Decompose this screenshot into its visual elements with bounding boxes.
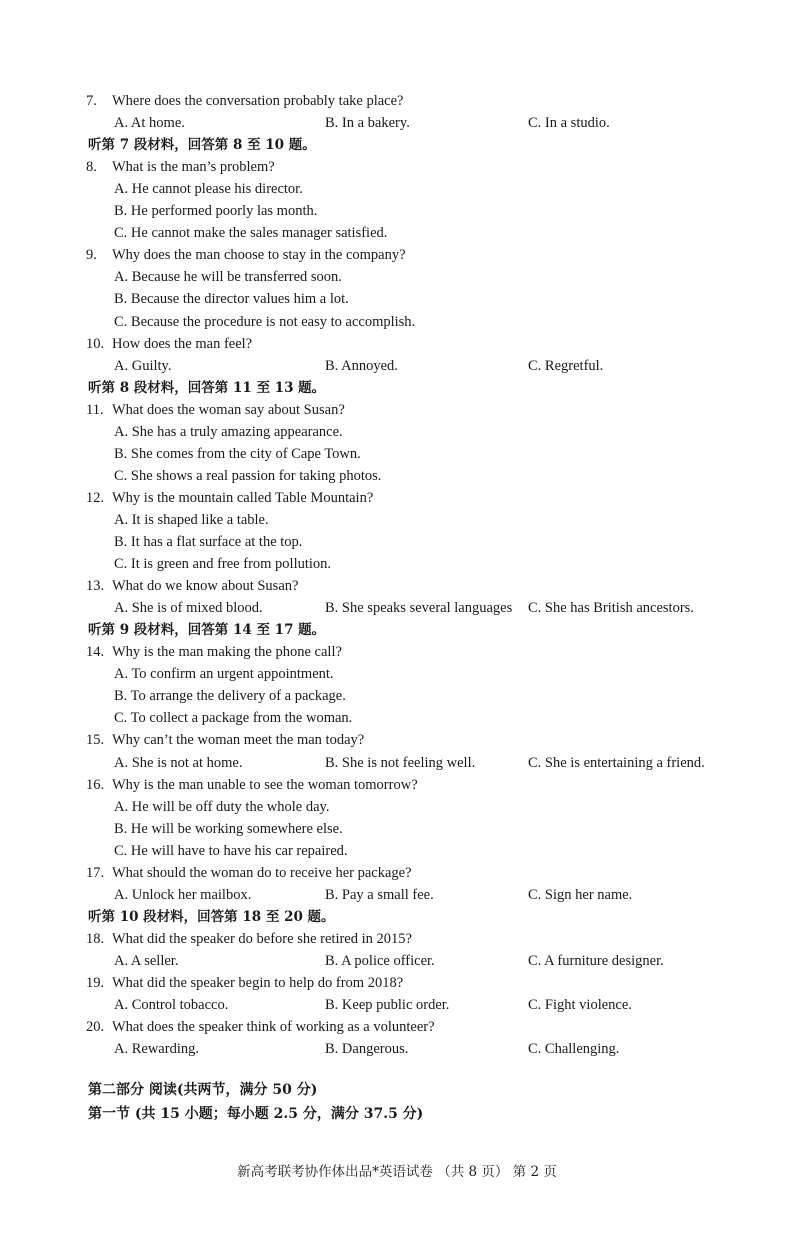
answer-option: C. He cannot make the sales manager satisfied.	[114, 225, 388, 241]
question-number: 19.	[86, 975, 105, 991]
answer-option-b: B. She is not feeling well.	[325, 755, 476, 771]
question-text: How does the man feel?	[112, 336, 253, 352]
answer-option-b: B. She speaks several languages	[325, 600, 513, 616]
answer-option: A. To confirm an urgent appointment.	[114, 666, 334, 682]
question-number: 17.	[86, 865, 105, 881]
answer-option: A. He will be off duty the whole day.	[114, 799, 330, 815]
question-text: What did the speaker do before she retired in 2015?	[112, 931, 412, 947]
answer-option-b: B. In a bakery.	[325, 115, 410, 131]
answer-option-c: C. She has British ancestors.	[528, 600, 694, 616]
question-text: What is the man’s problem?	[112, 159, 275, 175]
answer-option: B. To arrange the delivery of a package.	[114, 688, 346, 704]
section-instruction: 听第 8 段材料，回答第 11 至 13 题。	[88, 380, 326, 396]
page-footer: 新高考联考协作体出品*英语试卷 （共 8 页） 第 2 页	[237, 1164, 557, 1180]
question-number: 20.	[86, 1019, 105, 1035]
answer-option: C. To collect a package from the woman.	[114, 710, 353, 726]
answer-option-c: C. Fight violence.	[528, 997, 632, 1013]
answer-option-c: C. She is entertaining a friend.	[528, 755, 705, 771]
question-text: Why is the mountain called Table Mountain?	[112, 490, 374, 506]
answer-option-a: A. Rewarding.	[114, 1041, 199, 1057]
question-number: 7.	[86, 93, 97, 109]
answer-option: B. He performed poorly las month.	[114, 203, 318, 219]
question-text: What do we know about Susan?	[112, 578, 299, 594]
question-number: 18.	[86, 931, 105, 947]
answer-option-c: C. Sign her name.	[528, 887, 633, 903]
answer-option-b: B. Pay a small fee.	[325, 887, 434, 903]
section-instruction: 听第 9 段材料，回答第 14 至 17 题。	[88, 622, 326, 638]
answer-option-b: B. A police officer.	[325, 953, 435, 969]
answer-option: B. Because the director values him a lot.	[114, 291, 349, 307]
question-number: 8.	[86, 159, 97, 175]
answer-option-a: A. She is of mixed blood.	[114, 600, 263, 616]
section-instruction: 听第 7 段材料，回答第 8 至 10 题。	[88, 137, 316, 153]
question-number: 15.	[86, 732, 105, 748]
answer-option: B. She comes from the city of Cape Town.	[114, 446, 361, 462]
answer-option-a: A. She is not at home.	[114, 755, 243, 771]
section-heading: 第一节 (共 15 小题；每小题 2.5 分，满分 37.5 分)	[88, 1106, 424, 1122]
answer-option: A. He cannot please his director.	[114, 181, 303, 197]
question-number: 11.	[86, 402, 104, 418]
answer-option: B. He will be working somewhere else.	[114, 821, 343, 837]
answer-option: C. He will have to have his car repaired.	[114, 843, 348, 859]
answer-option-c: C. In a studio.	[528, 115, 610, 131]
answer-option-c: C. Challenging.	[528, 1041, 620, 1057]
question-number: 13.	[86, 578, 105, 594]
question-text: What did the speaker begin to help do from 2018?	[112, 975, 404, 991]
question-number: 14.	[86, 644, 105, 660]
answer-option-a: A. At home.	[114, 115, 185, 131]
answer-option: A. Because he will be transferred soon.	[114, 269, 342, 285]
answer-option: A. She has a truly amazing appearance.	[114, 424, 343, 440]
question-text: Why is the man making the phone call?	[112, 644, 342, 660]
answer-option: B. It has a flat surface at the top.	[114, 534, 303, 550]
question-text: Where does the conversation probably take place?	[112, 93, 404, 109]
question-text: Why does the man choose to stay in the company?	[112, 247, 406, 263]
answer-option: C. It is green and free from pollution.	[114, 556, 332, 572]
answer-option-b: B. Dangerous.	[325, 1041, 409, 1057]
question-number: 10.	[86, 336, 105, 352]
answer-option-a: A. Guilty.	[114, 358, 172, 374]
answer-option-a: A. A seller.	[114, 953, 179, 969]
question-text: What should the woman do to receive her package?	[112, 865, 412, 881]
question-number: 9.	[86, 247, 97, 263]
question-text: What does the speaker think of working as a volunteer?	[112, 1019, 435, 1035]
answer-option-c: C. A furniture designer.	[528, 953, 664, 969]
answer-option: C. Because the procedure is not easy to accomplish.	[114, 314, 416, 330]
answer-option-c: C. Regretful.	[528, 358, 604, 374]
question-number: 16.	[86, 777, 105, 793]
answer-option-a: A. Control tobacco.	[114, 997, 229, 1013]
answer-option: A. It is shaped like a table.	[114, 512, 269, 528]
answer-option: C. She shows a real passion for taking photos.	[114, 468, 382, 484]
question-text: Why can’t the woman meet the man today?	[112, 732, 365, 748]
answer-option-a: A. Unlock her mailbox.	[114, 887, 252, 903]
question-text: Why is the man unable to see the woman tomorrow?	[112, 777, 418, 793]
question-text: What does the woman say about Susan?	[112, 402, 345, 418]
answer-option-b: B. Annoyed.	[325, 358, 398, 374]
section-instruction: 听第 10 段材料，回答第 18 至 20 题。	[88, 909, 335, 925]
answer-option-b: B. Keep public order.	[325, 997, 450, 1013]
part-heading: 第二部分 阅读(共两节，满分 50 分)	[88, 1082, 318, 1098]
question-number: 12.	[86, 490, 105, 506]
